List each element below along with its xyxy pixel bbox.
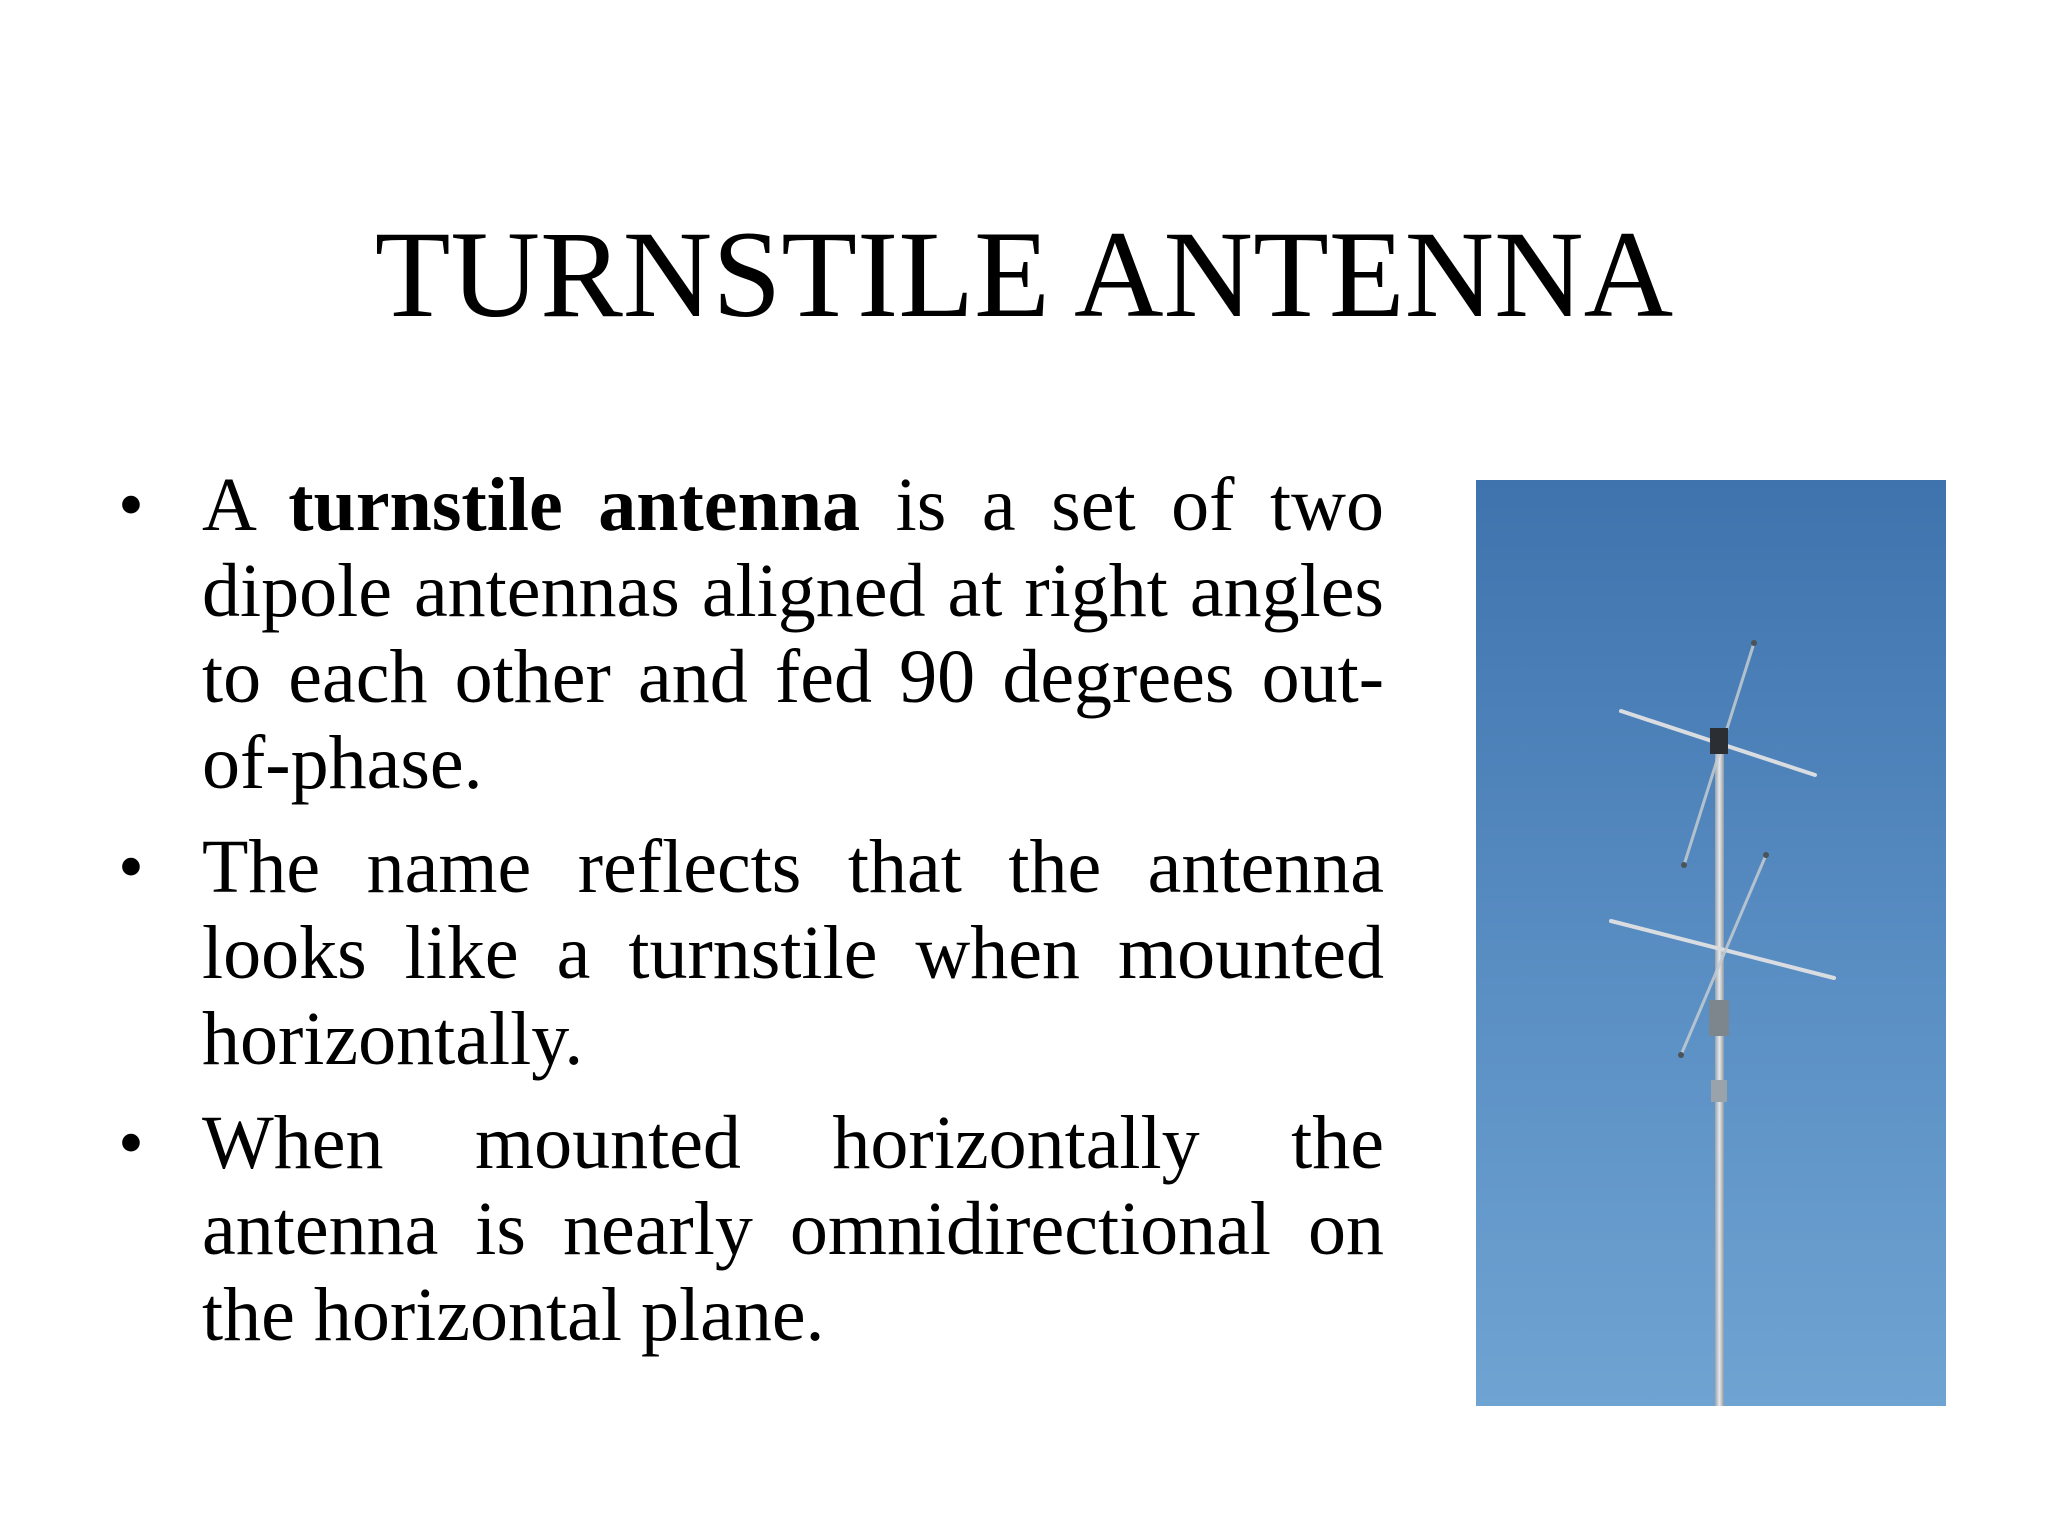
bullet-item-3 [118, 1100, 1384, 1358]
bullet-marker: • [118, 464, 144, 546]
bullet-text [202, 824, 1384, 1082]
bullet-text-prefix: The name reflects that the antenna looks like a turnstile when mounted horizontally. [202, 825, 1384, 1081]
slide-title: TURNSTILE ANTENNA [374, 206, 1674, 343]
bullet-text [202, 462, 1384, 806]
bullet-item-2 [118, 824, 1384, 1082]
bullet-text-suffix: is a set of two dipole antennas aligned at right angles to each other and fed 90 degrees out-of-phase. [202, 463, 1384, 805]
antenna-photo [1476, 480, 1946, 1406]
antenna-mast [1715, 728, 1724, 1406]
sky-background [1476, 480, 1946, 1406]
bullet-marker: • [118, 826, 144, 908]
bullet-list [118, 462, 1384, 1376]
bullet-text [202, 1100, 1384, 1358]
bullet-text-prefix: When mounted horizontally the antenna is nearly omnidirectional on the horizontal plane. [202, 1101, 1384, 1357]
upper-feed-box [1710, 728, 1728, 754]
lower-feed-box [1709, 1000, 1729, 1036]
bullet-marker: • [118, 1102, 144, 1184]
bullet-item-1 [118, 462, 1384, 806]
bullet-text-prefix: A [202, 463, 289, 547]
bullet-text-bold: turnstile antenna [288, 463, 861, 547]
antenna-photo-drawing [1476, 480, 1946, 1406]
